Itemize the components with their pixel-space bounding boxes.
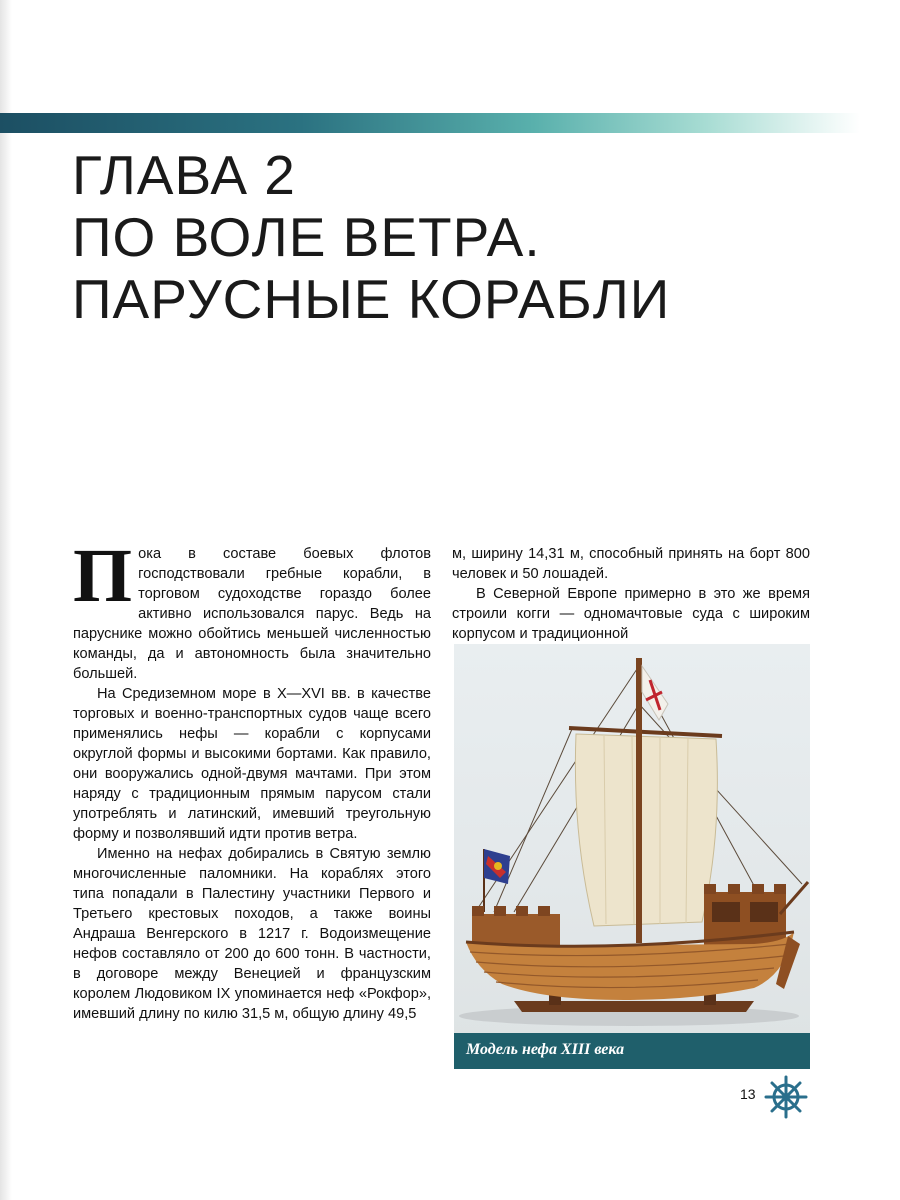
page-number: 13 — [740, 1086, 756, 1102]
ship-wheel-icon — [764, 1075, 808, 1119]
ship-model-figure — [454, 644, 810, 1069]
paragraph-3: Именно на нефах добирались в Святую землю многочисленные паломники. На кораблях этого типа попадали в Палестину участники Первого и Третьего крестовых походов, а также воины Андраша Венгерского в 1217 г. Водоизмещение нефов составляло от 200 до 600 тонн. В частности, в договоре между Венецией и французским королем Людовиком IX упоминается неф «Рокфор», имевший длину по килю 31,5 м, общую длину 49,5 — [73, 846, 431, 1022]
text-column-left — [73, 534, 431, 1024]
paragraph-4: В Северной Европе примерно в это же время строили когги — одномачтовые суда с широким корпусом и традиционной — [452, 586, 810, 642]
decorative-header-band — [0, 113, 860, 133]
chapter-title-line-1: ГЛАВА 2 — [72, 144, 296, 206]
text-column-right — [452, 544, 810, 644]
chapter-title-line-3: ПАРУСНЫЕ КОРАБЛИ — [72, 268, 671, 330]
paragraph-3-continued: м, ширину 14,31 м, способный принять на борт 800 человек и 50 лошадей. — [452, 546, 810, 582]
caption-bar — [454, 1033, 810, 1069]
page-gutter-shadow — [0, 0, 12, 1200]
paragraph-2: На Средиземном море в X—XVI вв. в качестве торговых и военно-транспортных судов чаще всего применялись нефы — корабли с корпусами округлой формы и высокими бортами. Как правило, они вооружались одной-двумя мачтами. При этом наряду с традиционным прямым парусом стали употреблять и латинский, имевший треугольную форму и позволявший идти против ветра. — [73, 686, 431, 842]
figure-caption: Модель нефа XIII века — [466, 1041, 625, 1058]
chapter-title-line-2: ПО ВОЛЕ ВЕТРА. — [72, 206, 541, 268]
paragraph-1 — [73, 534, 431, 684]
chapter-title — [72, 144, 872, 330]
drop-cap: П — [73, 534, 133, 618]
paragraph-1-text: ока в составе боевых флотов господствовали гребные корабли, в торговом судоходстве гораздо более активно использовался парус. Ведь на паруснике можно обойтись меньшей численностью команды, да и автономность была значительно большей. — [73, 546, 431, 682]
ship-model-illustration — [454, 644, 810, 1069]
